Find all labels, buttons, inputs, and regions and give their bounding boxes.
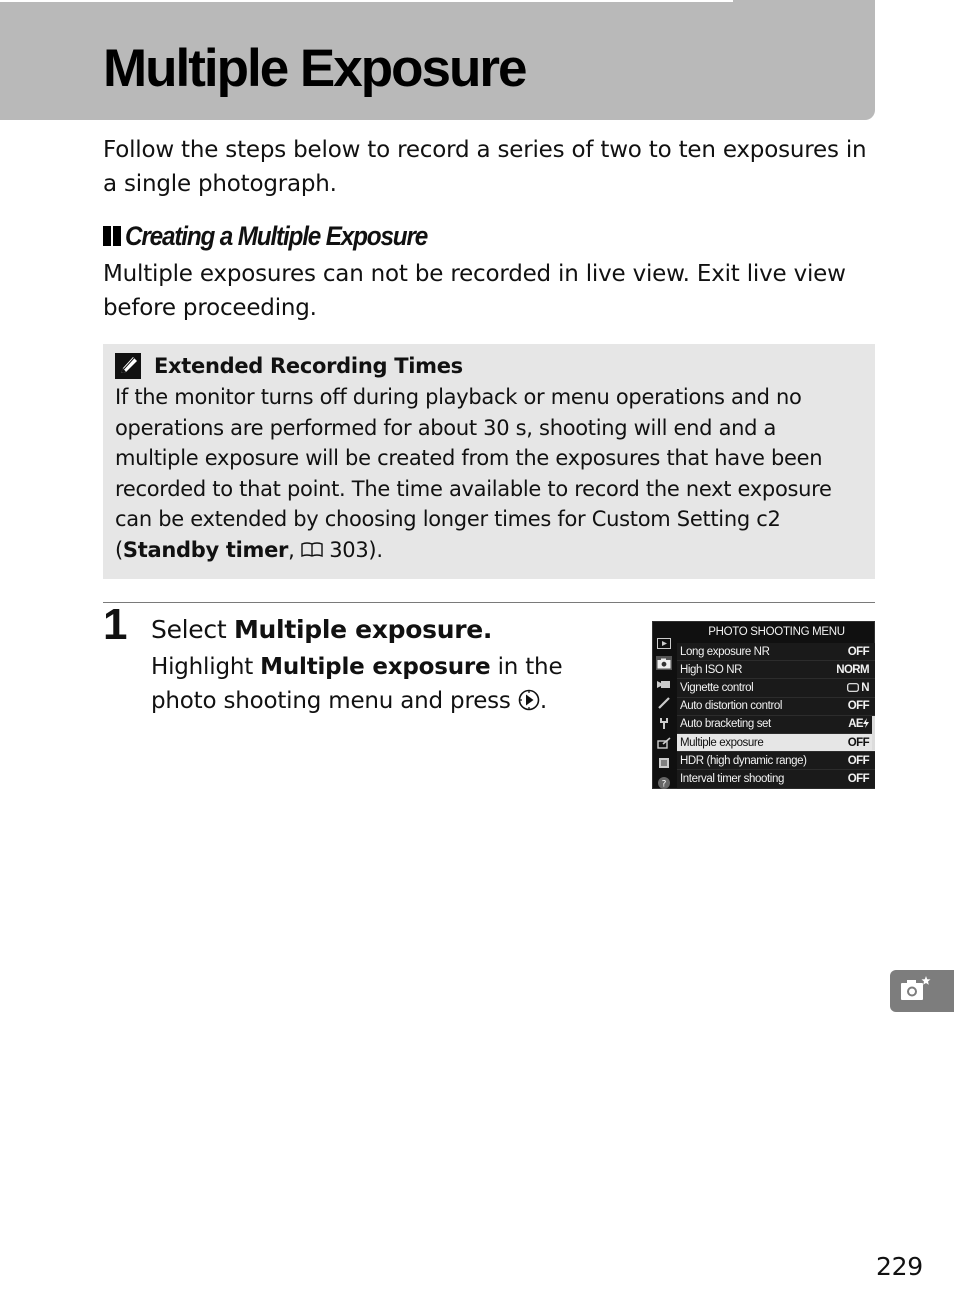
setup-tab-icon[interactable] <box>656 716 672 730</box>
camera-menu-row-label: Auto distortion control <box>680 700 783 713</box>
title-band <box>0 0 875 120</box>
note-box <box>103 344 875 579</box>
photo-shooting-tab-icon[interactable] <box>656 656 672 670</box>
note-setting-name: Standby timer <box>122 537 289 562</box>
title-band-top-line <box>0 0 733 2</box>
note-separator: , <box>288 537 301 562</box>
my-menu-tab-icon[interactable] <box>656 756 672 770</box>
camera-menu-row-value: OFF <box>847 772 869 785</box>
step-body <box>151 650 611 718</box>
section-heading <box>103 218 461 254</box>
camera-menu-row-label: Long exposure NR <box>680 645 770 658</box>
note-header <box>115 350 863 382</box>
camera-menu-row-label: Interval timer shooting <box>680 772 784 785</box>
camera-menu-row[interactable] <box>677 679 875 697</box>
camera-star-icon <box>899 975 931 1007</box>
camera-menu-row[interactable] <box>677 698 875 716</box>
camera-menu-screenshot <box>652 621 875 789</box>
camera-menu-row[interactable] <box>677 752 875 770</box>
playback-tab-icon[interactable] <box>656 636 672 650</box>
step-body-bold: Multiple exposure <box>260 654 491 680</box>
camera-menu-row[interactable] <box>677 716 875 734</box>
camera-menu-title: PHOTO SHOOTING MENU <box>708 626 845 638</box>
step-divider <box>103 602 875 603</box>
camera-menu-row-value-text: N <box>861 681 869 694</box>
section-body: Multiple exposures can not be recorded in live view. Exit live view before proceeding. <box>103 261 846 321</box>
camera-menu-row-value-text: AE <box>848 718 863 731</box>
page-number: 229 <box>876 1252 923 1281</box>
svg-text:?: ? <box>661 779 667 790</box>
section-title: Creating a Multiple Exposure <box>125 220 428 251</box>
note-title: Extended Recording Times <box>154 354 463 378</box>
camera-menu-row[interactable] <box>677 643 875 661</box>
vignette-icon <box>847 683 859 692</box>
section-marker-icon <box>103 226 121 246</box>
intro-paragraph: Follow the steps below to record a series of two to ten exposures in a single photograph. <box>103 137 867 197</box>
camera-menu-rows <box>677 643 875 789</box>
retouch-tab-icon[interactable] <box>656 736 672 750</box>
camera-menu-row-highlighted[interactable] <box>677 734 875 752</box>
step-body-end: . <box>539 688 547 714</box>
step-body-suffix: in the photo shooting menu and press <box>151 654 563 714</box>
book-icon <box>301 536 323 552</box>
custom-setting-tab-icon[interactable] <box>656 696 672 710</box>
camera-menu-row-label: Vignette control <box>680 681 754 694</box>
camera-menu-row-label: Multiple exposure <box>680 736 764 749</box>
flash-icon <box>863 718 869 728</box>
camera-menu-row[interactable] <box>677 661 875 679</box>
camera-menu-row-value: NORM <box>836 663 869 676</box>
help-icon[interactable] <box>656 776 672 790</box>
note-text-end: ). <box>368 537 383 562</box>
note-page-ref[interactable]: 303 <box>329 537 369 562</box>
camera-menu-row-value: OFF <box>847 754 869 767</box>
step-body-prefix: Highlight <box>151 654 261 680</box>
note-text <box>115 382 865 565</box>
step-title-bold: Multiple exposure. <box>233 615 493 644</box>
movie-shooting-tab-icon[interactable] <box>656 676 672 690</box>
camera-menu-row-value <box>847 682 869 694</box>
chapter-side-tab[interactable] <box>890 970 954 1012</box>
camera-menu-row-label: Auto bracketing set <box>680 718 771 731</box>
step-title <box>151 613 492 647</box>
camera-menu-row-value: OFF <box>847 645 869 658</box>
camera-menu-row-value: OFF <box>847 700 869 713</box>
camera-menu-row-value <box>848 718 869 730</box>
camera-menu-row-value: OFF <box>847 736 869 749</box>
camera-menu-scrollbar[interactable] <box>872 716 875 750</box>
step-number: 1 <box>103 600 128 649</box>
camera-menu-row-label: HDR (high dynamic range) <box>680 754 807 767</box>
camera-menu-row-label: High ISO NR <box>680 663 743 676</box>
pencil-icon <box>115 353 141 379</box>
note-text-body: If the monitor turns off during playback or menu operations and no operations are performed for about 30 s, shooting will end and a multiple exposure will be created from the exposures that have been recorded to that point. The time available to record the next exposure can be extended by choosing longer times for Custom Setting c2 ( <box>115 385 832 562</box>
step-title-prefix: Select <box>151 615 234 644</box>
camera-menu-row[interactable] <box>677 770 875 788</box>
multi-selector-right-icon <box>518 687 540 709</box>
page-title: Multiple Exposure <box>103 39 526 98</box>
